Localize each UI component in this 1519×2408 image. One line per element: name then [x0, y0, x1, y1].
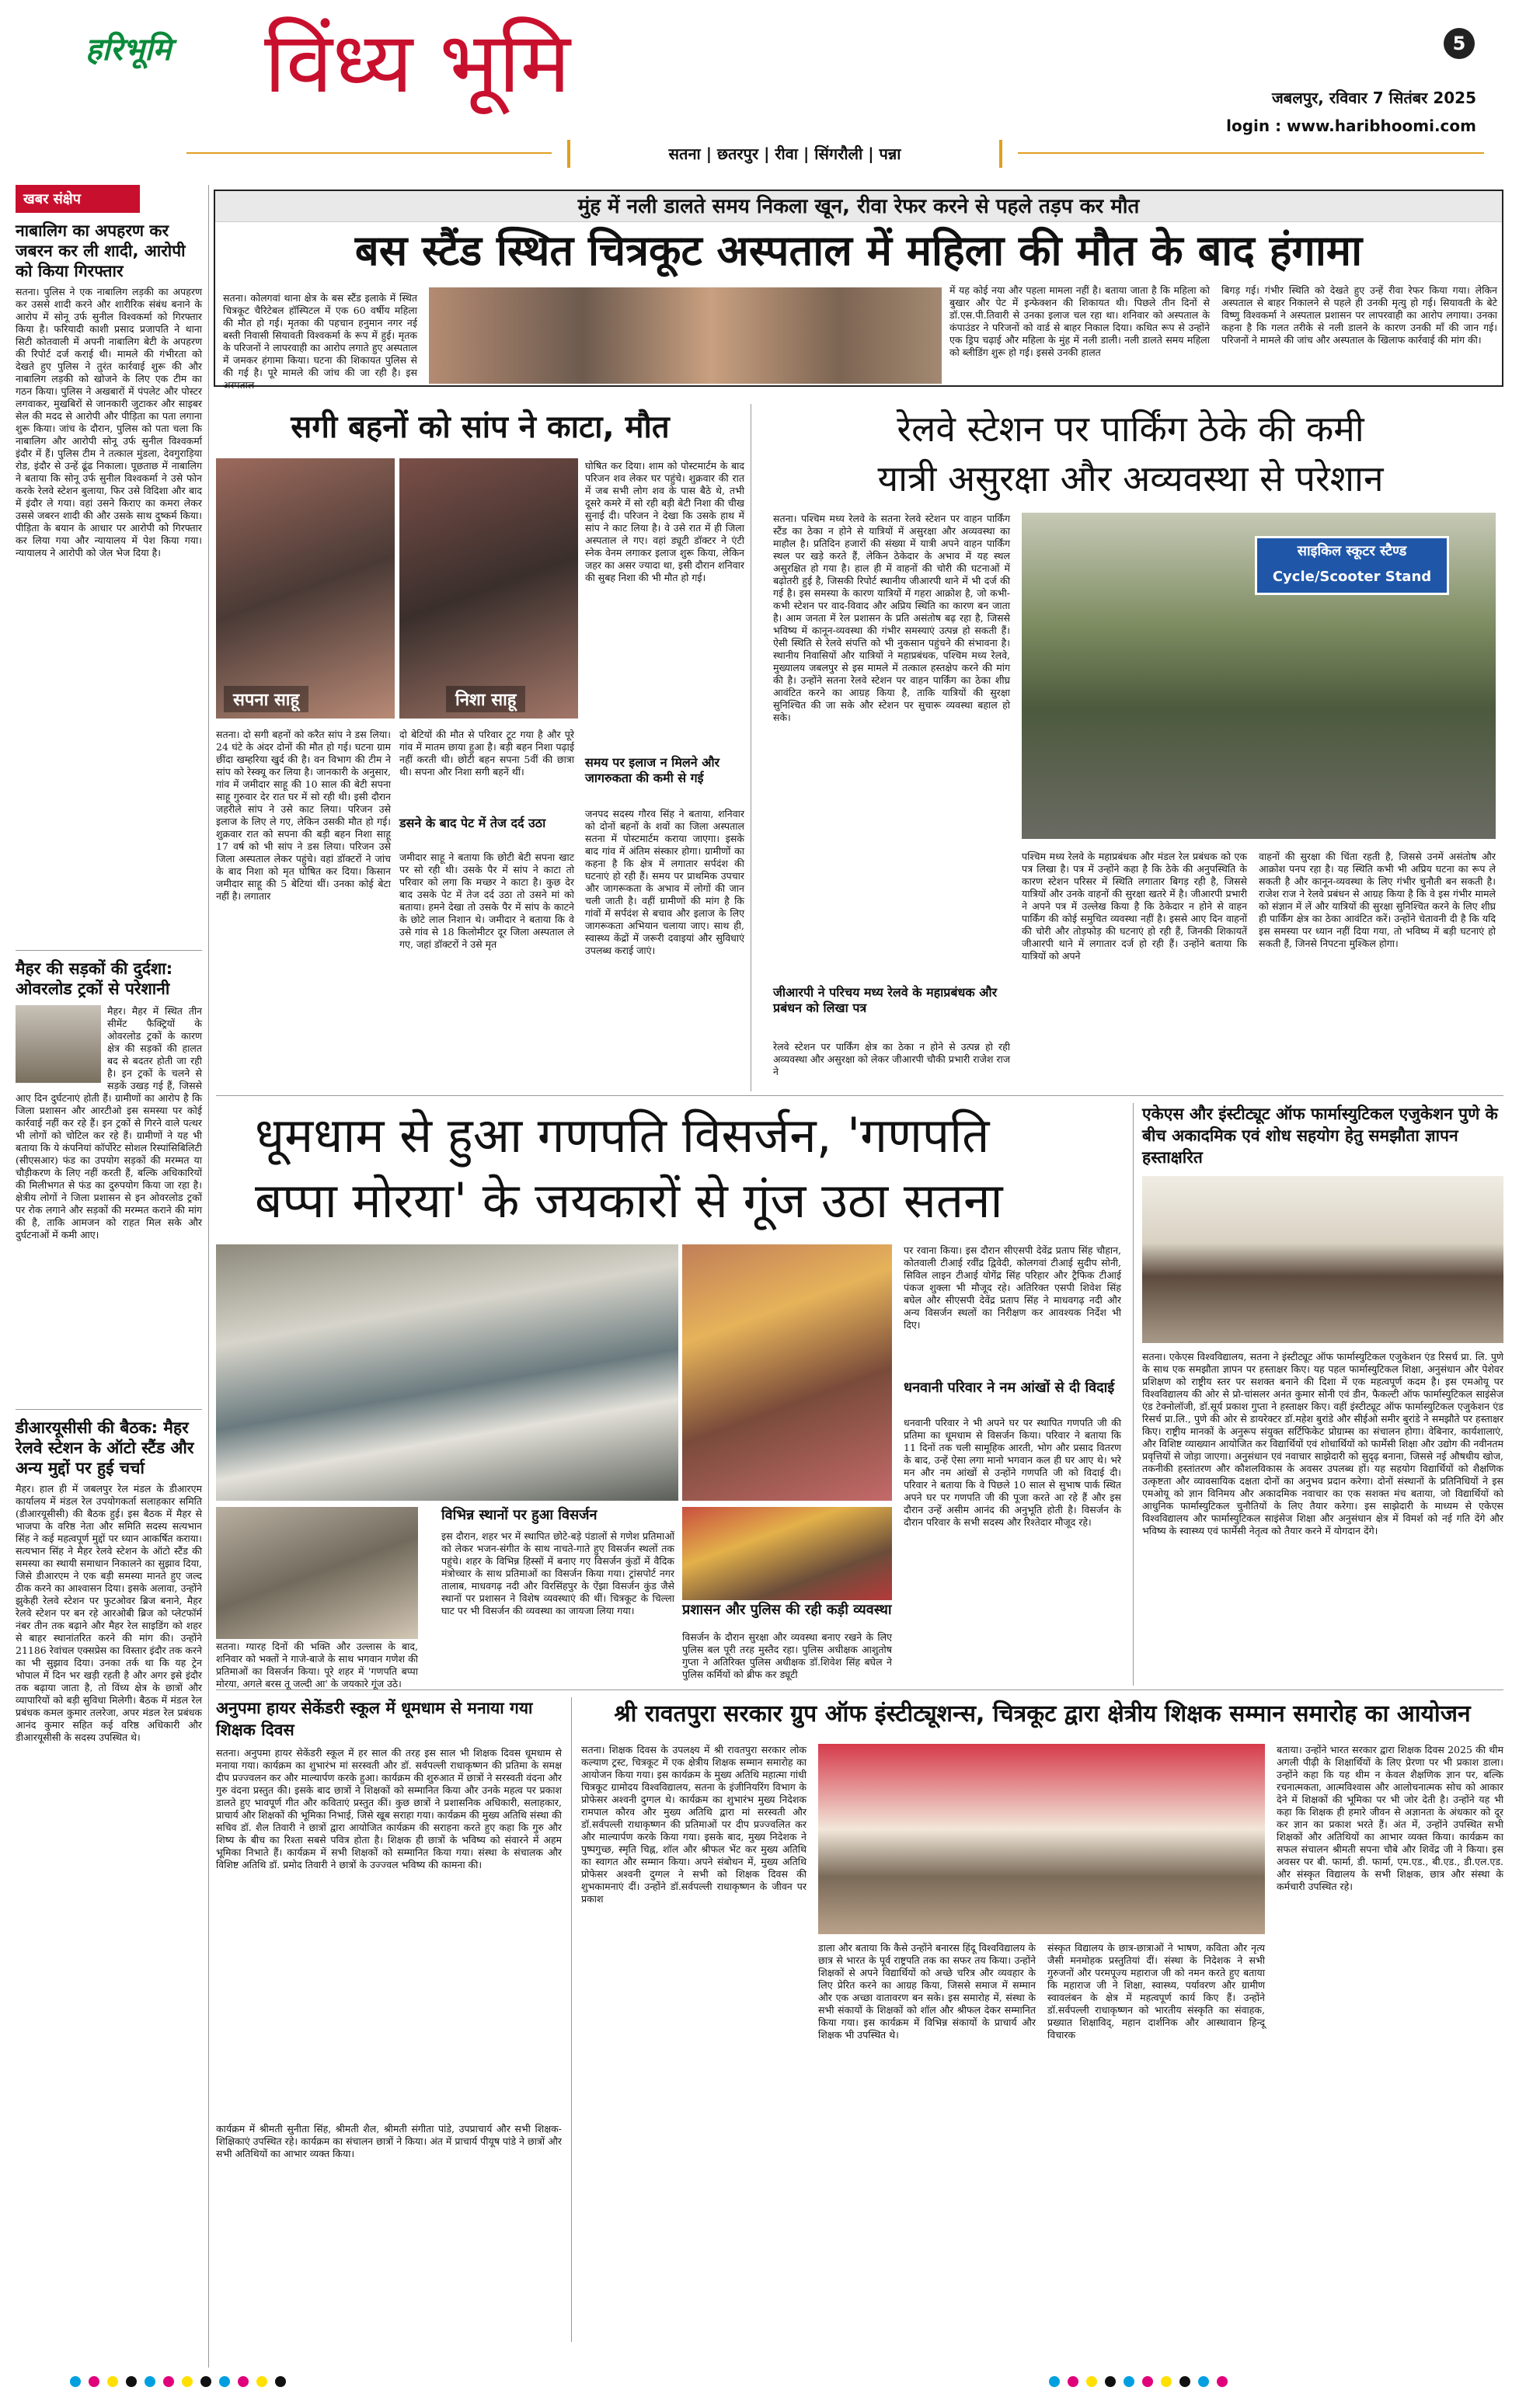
- top-story-col-1: सतना। कोलगवां थाना क्षेत्र के बस स्टैंड इलाके में स्थित चित्रकूट चैरिटेबल हॉस्पिटल में एक 60 वर्षीय महिला की मौत हो गई। मृतका की पहचान हनुमान नगर नई बस्ती निवासी सियावती विश्वकर्मा के रूप में हुई। मृतक के परिजनों ने लापरवाही का आरोप लगाते हुए अस्पताल में जमकर हंगामा किया। घटना की शिकायत पुलिस से की गई है। पूरे मामले की जांच की जा रही है। इस अस्पताल: [223, 292, 417, 391]
- registration-dots-right: [1049, 2375, 1484, 2394]
- dot-yellow: [256, 2376, 267, 2387]
- top-story: [214, 190, 1503, 391]
- sidebar-divider-2: [16, 1409, 202, 1410]
- pharma-story: [1142, 1103, 1503, 1686]
- sidebar-headline-3: डीआरयूसीसी की बैठक: मैहर रेलवे स्टेशन के ऑटो स्टैंड और अन्य मुद्दों पर हुई चर्चा: [16, 1418, 194, 1477]
- ganpati-procession-photo: [216, 1507, 418, 1639]
- railway-headline-1: रेलवे स्टेशन पर पार्किंग ठेके की कमी: [897, 408, 1364, 450]
- dot-yellow: [1086, 2376, 1097, 2387]
- railway-col-1b: रेलवे स्टेशन पर पार्किंग क्षेत्र का ठेका न होने से उत्पन्न हो रही अव्यवस्था और असुरक्षा को लेकर जीआरपी चौकी प्रभारी राजेश राज ने: [773, 1041, 1010, 1077]
- snake-col-3b: जनपद सदस्य गौरव सिंह ने बताया, शनिवार को दोनों बहनों के शवों का जिला अस्पताल सतना में पोस्टमार्टम कराया जाएगा। इसके बाद गांव में अंतिम संस्कार होगा। ग्रामीणों का कहना है कि क्षेत्र में लगातार सर्पदंश की घटनाएं हो रही हैं। समय पर प्राथमिक उपचार और जागरूकता के अभाव में लोगों की जान चली जाती है। वहीं ग्रामीणों की मांग है कि गांवों में सर्पदंश से बचाव और इलाज के लिए जागरूकता अभियान चलाया जाए। साथ ही, स्वास्थ्य केंद्रों में जरूरी दवाइयां और सुविधाएं उपलब्ध कराई जाएं।: [585, 808, 744, 956]
- dot-magenta: [238, 2376, 249, 2387]
- snake-col-3: घोषित कर दिया। शाम को पोस्टमार्टम के बाद परिजन शव लेकर घर पहुंचे। शुक्रवार की रात में जब सभी लोग शव के पास बैठे थे, तभी दूसरे कमरे में सो रही बड़ी बेटी निशा की चीख सुनाई दी। परिजन ने देखा कि उसके हाथ में सांप ने काट लिया है। वे उसे रात में ही जिला अस्पताल ले गए। वहां ड्यूटी डॉक्टर ने एंटी स्नेक वेनम लगाकर इलाज शुरू किया, लेकिन जहर का असर ज्यादा था, इसी दौरान शनिवार की सुबह निशा की भी मौत हो गई।: [585, 460, 744, 583]
- ganpati-right-col-2: धनवानी परिवार ने भी अपने घर पर स्थापित गणपति जी की प्रतिमा का धूमधाम से विसर्जन किया। परिवार ने बताया कि 11 दिनों तक चली सामूहिक आरती, भोग और प्रसाद वितरण के बाद, उन्हें ऐसा लगा मानो भगवान कल ही घर आए थे। भरे मन और नम आंखों से उन्होंने गणपति जी को विदाई दी। परिवार ने बताया कि वे पिछले 10 साल से सुभाष पार्क स्थित अपने घर पर गणपति जी की पूजा करते आ रहे हैं और इस दौरान उन्हें असीम आनंद की अनुभूति होती है। विसर्जन के दौरान परिवार के सभी सदस्य और रिश्तेदार मौजूद रहे।: [904, 1417, 1121, 1528]
- sidebar-headline-1: नाबालिग का अपहरण कर जबरन कर ली शादी, आरोपी को किया गिरफ्तार: [16, 221, 186, 280]
- dot-black: [1105, 2376, 1116, 2387]
- snake-photo-caption-1: सपना साहू: [224, 686, 308, 712]
- anupama-body-2: कार्यक्रम में श्रीमती सुनीता सिंह, श्रीमती शैल, श्रीमती संगीता पांडे, उपप्राचार्य और सभी शिक्षक-शिक्षिकाएं उपस्थित रहे। कार्यक्रम का संचालन छात्रों ने किया। अंत में प्राचार्य पीयूष पांडे ने छात्रों और सभी अतिथियों का आभार व्यक्त किया।: [216, 2123, 562, 2159]
- anupama-headline: अनुपमा हायर सेकेंडरी स्कूल में धूमधाम से मनाया गया शिक्षक दिवस: [216, 1699, 533, 1739]
- ganpati-headline-2: बप्पा मोरया' के जयकारों से गूंज उठा सतना: [255, 1172, 1003, 1229]
- anupama-teacher-divider: [571, 1697, 572, 2342]
- dot-cyan: [1198, 2376, 1209, 2387]
- top-story-headline: बस स्टैंड स्थित चित्रकूट अस्पताल में महिला की मौत के बाद हंगामा: [354, 226, 1363, 275]
- dot-black: [200, 2376, 211, 2387]
- masthead-rule-right: [1018, 152, 1484, 154]
- pharma-headline: एकेएस और इंस्टीट्यूट ऑफ फार्मास्युटिकल एजुकेशन पुणे के बीच अकादमिक एवं शोध सहयोग हेतु समझौता ज्ञापन हस्ताक्षरित: [1142, 1105, 1498, 1167]
- snake-photo-caption-2: निशा साहू: [446, 686, 525, 712]
- ganpati-right-col: पर रवाना किया। इस दौरान सीएसपी देवेंद्र प्रताप सिंह चौहान, कोतवाली टीआई रवींद्र द्विवेदी, कोलगवां टीआई सुदीप सोनी, सिविल लाइन टीआई योगेंद्र सिंह परिहार और ट्रैफिक टीआई पंकज शुक्ला भी मौजूद रहे। अतिरिक्त एसपी शिवेश सिंह बघेल और सीएसपी देवेंद्र प्रताप सिंह ने माधवगढ़ नदी और अन्य विसर्जन स्थलों का निरीक्षण कर आवश्यक निर्देश भी दिए।: [904, 1244, 1121, 1331]
- dot-magenta: [1217, 2376, 1228, 2387]
- teacher-col-1: सतना। शिक्षक दिवस के उपलक्ष्य में श्री रावतपुरा सरकार लोक कल्याण ट्रस्ट, चित्रकूट में एक क्षेत्रीय शिक्षक सम्मान समारोह का आयोजन किया गया। इस कार्यक्रम के मुख्य अतिथि महात्मा गांधी चित्रकूट ग्रामोदय विश्वविद्यालय, सतना के इंजीनियरिंग विभाग के प्रोफेसर अश्वनी दुग्गल थे। कार्यक्रम का शुभारंभ मुख्य निदेशक रामपाल कौरव और मुख्य अतिथि द्वारा मां सरस्वती और डॉ.सर्वपल्ली राधाकृष्णन की प्रतिमाओं पर दीप प्रज्ज्वलित कर और माल्यार्पण करके किया गया। इसके बाद, मुख्य निदेशक ने पुष्पगुच्छ, स्मृति चिह्न, शॉल और श्रीफल भेंट कर मुख्य अतिथि का स्वागत और सम्मान किया। अपने संबोधन में, मुख्य अतिथि प्रोफेसर अश्वनी दुग्गल ने सभी को शिक्षक दिवस की शुभकामनाएं दीं। उन्होंने डॉ.सर्वपल्ली राधाकृष्णन के जीवन पर प्रकाश: [581, 1744, 807, 1905]
- dot-magenta: [163, 2376, 174, 2387]
- teacher-headline: श्री रावतपुरा सरकार ग्रुप ऑफ इंस्टीट्यूशन्स, चित्रकूट द्वारा क्षेत्रीय शिक्षक सम्मान समारोह का आयोजन: [614, 1700, 1471, 1728]
- dot-black: [126, 2376, 137, 2387]
- sidebar-truck-photo: [16, 1005, 101, 1083]
- railway-col-1: सतना। पश्चिम मध्य रेलवे के सतना रेलवे स्टेशन पर वाहन पार्किंग स्टैंड का ठेका न होने से यात्रियों में असुरक्षा और अव्यवस्था का माहौल है। प्रतिदिन हजारों की संख्या में यात्री अपने वाहन पार्किंग स्थल पर खड़े करते हैं, लेकिन ठेकेदार के अभाव में यह स्थल असुरक्षित हो गया है। हाल ही में वाहनों की चोरी की घटनाओं में बढ़ोतरी हुई है, जिसकी रिपोर्ट स्थानीय जीआरपी थाने में भी दर्ज की गई है। इस समस्या के कारण यात्रियों में गहरा आक्रोश है, जो कभी-कभी स्टेशन पर वाद-विवाद और अप्रिय स्थिति का कारण बन जाता है। आम जनता में रेल प्रशासन के प्रति असंतोष बढ़ रहा है, जिससे भविष्य में कानून-व्यवस्था की गंभीर समस्याएं उत्पन्न हो सकती हैं। ऐसी स्थिति से रेलवे संपत्ति को भी नुकसान पहुंचने की संभावना है। स्थानीय निवासियों और यात्रियों ने महाप्रबंधक, पश्चिम मध्य रेलवे, मुख्यालय जबलपुर से इस मामले में तत्काल हस्तक्षेप करने की मांग की है। उन्होंने सतना रेलवे स्टेशन पर वाहन पार्किंग का ठेका शीघ्र आवंटित करने का आग्रह किया है, ताकि यात्रियों की सुरक्षा सुनिश्चित की जा सके और स्टेशन पर सुचारू व्यवस्था बहाल हो सके।: [773, 513, 1010, 723]
- ganpati-col-c: विसर्जन के दौरान सुरक्षा और व्यवस्था बनाए रखने के लिए पुलिस बल पूरी तरह मुस्तैद रहा। पुलिस अधीक्षक आशुतोष गुप्ता ने अतिरिक्त पुलिस अधीक्षक डॉ.शिवेश सिंह बघेल ने पुलिस कर्मियों को ब्रीफ कर ड्यूटी: [682, 1631, 892, 1680]
- dot-cyan: [1049, 2376, 1060, 2387]
- sidebar-headline-2: मैहर की सड़कों की दुर्दशा: ओवरलोड ट्रकों से परेशानी: [16, 959, 173, 998]
- dot-yellow: [107, 2376, 118, 2387]
- ganpati-subhead-1: धनवानी परिवार ने नम आंखों से दी विदाई: [904, 1380, 1115, 1396]
- ganpati-crowd-photo: [682, 1244, 892, 1501]
- teacher-col-4: बताया। उन्होंने भारत सरकार द्वारा शिक्षक दिवस 2025 की थीम अगली पीढ़ी के शिक्षार्थियों के लिए प्रेरणा पर भी प्रकाश डाला। उन्होंने कहा कि यह थीम न केवल शैक्षणिक ज्ञान पर, बल्कि रचनात्मकता, आत्मविश्वास और आलोचनात्मक सोच को आकार देने में शिक्षकों की भूमिका पर भी जोर देती है। उन्होंने यह भी कहा कि शिक्षक ही हमारे जीवन से अज्ञानता के अंधकार को दूर कर ज्ञान का प्रकाश भरते हैं। अंत में, उन्होंने उपस्थित सभी शिक्षकों और अतिथियों का आभार व्यक्त किया। कार्यक्रम का सफल संचालन श्रीमती सपना चौबे और शिवेंद्र जी ने किया। इस अवसर पर बी. फार्मा, डी. फार्मा, एम.एड., बी.एड., डी.एल.एड. और संस्कृत विद्यालय के सभी शिक्षक, छात्र और संस्था के कर्मचारी उपस्थित रहे।: [1277, 1744, 1503, 1892]
- teacher-col-2: डाला और बताया कि कैसे उन्होंने बनारस हिंदू विश्वविद्यालय के छात्र से भारत के पूर्व राष्ट्रपति तक का सफर तय किया। उन्होंने शिक्षकों से अपने विद्यार्थियों को अच्छे चरित्र और व्यवहार के लिए प्रेरित करने का आग्रह किया, जिससे समाज में सम्मान और एक अच्छा वातावरण बन सके। इस समारोह में, संस्था के सभी संकायों के शिक्षकों को शॉल और श्रीफल देकर सम्मानित किया गया। इस कार्यक्रम में विभिन्न संकायों के प्राचार्य और शिक्षक भी उपस्थित थे।: [818, 1942, 1036, 2041]
- anupama-body: सतना। अनुपमा हायर सेकेंडरी स्कूल में हर साल की तरह इस साल भी शिक्षक दिवस धूमधाम से मनाया गया। कार्यक्रम का शुभारंभ मां सरस्वती और डॉ. सर्वपल्ली राधाकृष्णन की प्रतिमा के समक्ष दीप प्रज्ज्वलन कर और माल्यार्पण करके हुआ। कार्यक्रम की शुरुआत में छात्रों ने सरस्वती वंदना और गुरु वंदना प्रस्तुत की। इसके बाद छात्रों ने शिक्षकों को सम्मानित किया और उनके महत्व पर प्रकाश डालते हुए भावपूर्ण गीत और कविताएं प्रस्तुत कीं। कुछ छात्रों ने प्रशासनिक अधिकारी, सलाहकार, प्राचार्य और शिक्षकों की भूमिका निभाई, जिसे खूब सराहा गया। कार्यक्रम की मुख्य अतिथि संस्था की सचिव डॉ. शैल तिवारी ने छात्रों द्वारा आयोजित कार्यक्रम की सराहना करते हुए कहा कि गुरु और शिष्य के बीच का रिश्ता सबसे पवित्र होता है। शिक्षक ही छात्रों के भविष्य को संवारने में अहम भूमिका निभाते हैं। कार्यक्रम में सभी शिक्षकों को सम्मानित किया गया। संस्था के संचालक और विशिष्ट अतिथि डॉ. प्रमोद तिवारी ने छात्रों के उज्ज्वल भविष्य की कामना की।: [216, 1747, 562, 1870]
- masthead-rule: [186, 152, 552, 154]
- sidebar: [16, 185, 202, 2360]
- sidebar-label-text: खबर संक्षेप: [23, 191, 81, 207]
- masthead: [0, 0, 1519, 163]
- ganpati-story: [216, 1103, 1121, 1689]
- dot-cyan: [70, 2376, 81, 2387]
- top-story-kicker: [215, 191, 1502, 222]
- sign-hindi-text: साइकिल स्कूटर स्टैण्ड: [1297, 543, 1407, 559]
- sidebar-label: [16, 185, 140, 213]
- top-story-col-3: बिगड़ गई। गंभीर स्थिति को देखते हुए उन्हें रीवा रेफर किया गया। लेकिन अस्पताल से बाहर निकालने से पहले ही उनकी मृत्यु हो गई। सियावती के बेटे विष्णु विश्वकर्मा ने अस्पताल प्रशासन पर लापरवाही का आरोप लगाया। उनका कहना है कि गलत तरीके से नली डालने के कारण उनकी माँ की जान गई। परिजनों ने मामले की जांच और अस्पताल के खिलाफ कार्रवाई की मांग की।: [1221, 284, 1497, 346]
- login-link[interactable]: login : www.haribhoomi.com: [1226, 117, 1476, 135]
- teacher-story: [581, 1697, 1503, 2354]
- ganpati-subhead-2: विभिन्न स्थानों पर हुआ विसर्जन: [441, 1507, 597, 1523]
- snake-story: [216, 404, 744, 1157]
- snake-col-2: दो बेटियों की मौत से परिवार टूट गया है और पूरे गांव में मातम छाया हुआ है। बड़ी बहन निशा पढ़ाई नहीं करती थी। छोटी बहन सपना 5वीं की छात्रा थी। सपना और निशा सगी बहनें थीं।: [399, 729, 574, 778]
- pharma-body: सतना। एकेएस विश्वविद्यालय, सतना ने इंस्टीट्यूट ऑफ फार्मास्युटिकल एजुकेशन एंड रिसर्च प्रा. लि. पुणे के साथ एक समझौता ज्ञापन पर हस्ताक्षर किए। यह पहल फार्मास्युटिकल शिक्षा, अनुसंधान और पेशेवर प्रशिक्षण को राष्ट्रीय स्तर पर सशक्त बनाने की दिशा में एक महत्वपूर्ण कदम है। इस एमओयू पर विश्वविद्यालय की ओर से प्रो-चांसलर अनंत कुमार सोनी एवं डीन, फैकल्टी ऑफ फार्मास्युटिकल साइंसेज एंड टेक्नोलॉजी, डॉ.सूर्य प्रकाश गुप्ता ने हस्ताक्षर किए। वहीं इंस्टीट्यूट ऑफ फार्मास्युटिकल एजुकेशन एंड रिसर्च प्रा.लि., पुणे की ओर से डायरेक्टर डॉ.महेश बुरांडे और सीईओ समीर बुरांडे ने समझौते पर हस्ताक्षर किए। राष्ट्रीय मानकों के अनुरूप संयुक्त सर्टिफिकेट प्रोग्राम्स का संचालन होगा। वेबिनार, कार्यशालाएं, और विशिष्ट व्याख्यान आयोजित कर विद्यार्थियों एवं शोधार्थियों को फार्मेसी शिक्षा और उद्योग की नवीनतम प्रवृत्तियों से जोड़ा जाएगा। अनुसंधान एवं नवाचार साझेदारी को सुदृढ़ बनाना, जिससे नई औषधीय खोज, तकनीकी हस्तांतरण और कौशलविकास के अवसर उपलब्ध हों। यह सहयोग विद्यार्थियों को शैक्षणिक उत्कृष्टता और व्यावसायिक दक्षता दोनों का अनुभव प्रदान करेगा। दोनों संस्थानों के प्रतिनिधियों ने इस एमओयू को ज्ञान विनिमय और अकादमिक नवाचार का एक सशक्त मंच बताया, जो विद्यार्थियों को आधुनिक फार्मास्युटिकल चुनौतियों के लिए तैयार करेगा। इस साझेदारी के माध्यम से एकेएस विश्वविद्यालय और फार्मास्युटिकल साइंसेज शिक्षा और अनुसंधान क्षेत्र में विमर्श को नई गति देंगे और भविष्य के स्वास्थ्य एवं फार्मेसी नेतृत्व को तैयार करने में योगदान देंगे।: [1142, 1351, 1503, 1536]
- top-story-kicker-text: मुंह में नली डालते समय निकला खून, रीवा रेफर करने से पहले तड़प कर मौत: [577, 195, 1140, 218]
- dot-yellow: [182, 2376, 193, 2387]
- ganpati-subhead-3: प्रशासन और पुलिस की रही कड़ी व्यवस्था: [682, 1602, 892, 1618]
- dot-black: [275, 2376, 286, 2387]
- snake-subhead-2: समय पर इलाज न मिलने और जागरुकता की कमी से गई: [585, 755, 720, 785]
- railway-col-3: वाहनों की सुरक्षा की चिंता रहती है, जिससे उनमें असंतोष और आक्रोश पनप रहा है। यह स्थिति कभी भी अप्रिय घटना का रूप ले सकती है और कानून-व्यवस्था के लिए गंभीर चुनौती बन सकती है। राजेश राज ने रेलवे प्रबंधन से आग्रह किया है कि वे इस गंभीर मामले को संज्ञान में लें और यात्रियों की सुरक्षा सुनिश्चित करने के लिए शीघ्र ही पार्किंग क्षेत्र का ठेका आवंटित करें। उन्होंने चेतावनी दी है कि यदि इस समस्या पर ध्यान नहीं दिया गया, तो भविष्य में बड़ी घटनाएं हो सकती हैं, जिनसे निपटना मुश्किल होगा।: [1259, 851, 1496, 949]
- page-number: 5: [1452, 33, 1466, 54]
- regions-text: सतना | छतरपुर | रीवा | सिंगरौली | पन्ना: [668, 144, 901, 163]
- dateline: जबलपुर, रविवार 7 सितंबर 2025: [1271, 89, 1476, 107]
- dot-magenta: [89, 2376, 99, 2387]
- dot-cyan: [1124, 2376, 1134, 2387]
- ganpati-headline-1: धूमधाम से हुआ गणपति विसर्जन, 'गणपति: [255, 1107, 990, 1164]
- snake-subhead-1: डसने के बाद पेट में तेज दर्द उठा: [399, 816, 546, 830]
- ganpati-pharma-divider: [1133, 1103, 1134, 1686]
- ganpati-police-photo: [682, 1507, 892, 1600]
- sidebar-body-2: मैहर। मैहर में स्थित तीन सीमेंट फैक्ट्रियों के ओवरलोड ट्रकों के कारण क्षेत्र की सड़कों की हालत बद से बदतर होती जा रही है। इन ट्रकों के चलने से सड़कें उखड़ गई हैं, जिससे आए दिन दुर्घटनाएं होती हैं। ग्रामीणों का आरोप है कि जिला प्रशासन और आरटीओ इस समस्या पर कोई कार्रवाई नहीं कर रहे हैं। इन ट्रकों से गिरने वाले पत्थर भी लोगों को चोटिल कर रहे हैं। ग्रामीणों ने यह भी बताया कि ये कंपनियां कॉर्पोरेट सोशल रिस्पांसिबिलिटी (सीएसआर) फंड का उपयोग सड़कों की मरम्मत या चौड़ीकरण के लिए नहीं करती हैं, बल्कि अधिकारियों की मिलीभगत से फंड का दुरुपयोग किया जा रहा है। क्षेत्रीय लोगों ने जिला प्रशासन से इन ओवरलोड ट्रकों पर रोक लगाने और सड़कों की मरम्मत कराने की मांग की है, ताकि आमजन को राहत मिल सके और दुर्घटनाओं में कमी आए।: [16, 1005, 202, 1241]
- page-title: विंध्य भूमि: [264, 15, 571, 112]
- ganpati-col-a-full: [216, 1623, 418, 1689]
- mid-divider: [216, 1095, 1503, 1096]
- dot-yellow: [1161, 2376, 1172, 2387]
- anupama-story: [216, 1697, 562, 2354]
- railway-headline-2: यात्री असुरक्षा और अव्यवस्था से परेशान: [877, 458, 1384, 499]
- dot-cyan: [145, 2376, 155, 2387]
- railway-parking-photo: [1022, 513, 1496, 839]
- snake-photo-sapna: [216, 458, 395, 719]
- dot-cyan: [219, 2376, 230, 2387]
- brand-logo: हरिभूमि: [85, 32, 172, 68]
- sidebar-body-1: सतना। पुलिस ने एक नाबालिग लड़की का अपहरण कर उससे शादी करने और शारीरिक संबंध बनाने के आरोप में सोनू उर्फ सुनील विश्वकर्मा को गिरफ्तार किया है। फरियादी काशी प्रसाद प्रजापति ने थाना सिटी कोतवाली में अपनी नाबालिग बेटी के अपहरण की रिपोर्ट दर्ज कराई थी। मामले की गंभीरता को देखते हुए पुलिस ने तुरंत कार्रवाई शुरू की और नाबालिग लड़की को खोजने के लिए एक टीम का गठन किया। पुलिस ने अखबारों में पंपलेट और पोस्टर लगवाकर, मुखबिरों से जानकारी जुटाकर और साइबर सेल की मदद से आरोपी और पीड़िता का पता लगाना शुरू किया। जांच के दौरान, पुलिस को पता चला कि नाबालिग और आरोपी सोनू उर्फ सुनील विश्वकर्मा इंदौर में हैं। पुलिस टीम ने तत्काल मुंडला, देवगुराड़िया रोड, इंदौर से उन्हें ढूंढ निकाला। पूछताछ में नाबालिग ने बताया कि सोनू उर्फ सुनील विश्वकर्मा ने उसे फोन करके रेलवे स्टेशन बुलाया, फिर उसे विदिशा और बाद में इंदौर ले गया। वहां उसने किराए का कमरा लेकर उससे जबरन शादी की और उसके साथ दुष्कर्म किया। पीड़िता के बयान के आधार पर आरोपी को गिरफ्तार कर लिया गया और न्यायालय में पेश किया गया। न्यायालय ने आरोपी को जेल भेज दिया है।: [16, 286, 202, 559]
- lower-divider: [216, 1689, 1503, 1690]
- dot-magenta: [1068, 2376, 1078, 2387]
- ganpati-col-b: इस दौरान, शहर भर में स्थापित छोटे-बड़े पंडालों से गणेश प्रतिमाओं को लेकर भजन-संगीत के साथ नाचते-गाते हुए विसर्जन स्थलों तक पहुंचे। शहर के विभिन्न हिस्सों में बनाए गए विसर्जन कुंडों में वैदिक मंत्रोच्चार के साथ प्रतिमाओं का विसर्जन किया गया। ट्रांसपोर्ट नगर तालाब, माधवगढ़ नदी और विरसिंहपुर के ऐंझा विसर्जन कुंड जैसे स्थानों पर प्रशासन ने विशेष व्यवस्थाएं की थीं। चित्रकूट के चिल्ला घाट पर भी विसर्जन की व्यवस्था का जायजा लिया गया।: [441, 1530, 674, 1616]
- dot-black: [1179, 2376, 1190, 2387]
- top-story-col-2: में यह कोई नया और पहला मामला नहीं है। बताया जाता है कि महिला को बुखार और पेट में इन्फेक्शन की शिकायत थी। पिछले तीन दिनों से डॉ.एस.पी.तिवारी से उनका इलाज चल रहा था। शनिवार को अस्पताल के कंपाउंडर ने परिजनों को वार्ड से बाहर निकाल दिया। कथित रूप से उन्होंने एक ड्रिप चढ़ाई और महिला के मुंह में नली डाली। नली डालते समय महिला को ब्लीडिंग शुरू हो गई। इससे उनकी हालत: [949, 284, 1210, 358]
- snake-headline: सगी बहनों को सांप ने काटा, मौत: [291, 409, 670, 445]
- pharma-photo: [1142, 1176, 1503, 1343]
- snake-col-1: सतना। दो सगी बहनों को करैत सांप ने डस लिया। 24 घंटे के अंदर दोनों की मौत हो गई। घटना ग्राम छींदा खम्हरिया खुर्द की है। वन विभाग की टीम ने सांप को रेस्क्यू कर लिया है। जानकारी के अनुसार, गांव में जमीदार साहू की 10 साल की बेटी सपना साहू गुरुवार देर रात घर में सो रही थी। इसी दौरान जहरीले सांप ने उसे काट लिया। परिजन उसे इलाज के लिए ले गए, लेकिन उसकी मौत हो गई। शुक्रवार रात को सपना की बड़ी बहन निशा साहू 17 वर्ष को भी सांप ने डस लिया। परिजन उसे जिला अस्पताल लेकर पहुंचे। वहां डॉक्टरों ने जांच के बाद निशा को मृत घोषित कर दिया। किसान जमीदार साहू की 5 बेटियां थीं। उनका कोई बेटा नहीं है। लगातार: [216, 729, 391, 902]
- cycle-stand-sign: [1255, 536, 1449, 595]
- snake-col-2b: जमीदार साहू ने बताया कि छोटी बेटी सपना खाट पर सो रही थी। उसके पैर में सांप ने काटा तो परिवार को लगा कि मच्छर ने काटा है। कुछ देर बाद उसके पेट में तेज दर्द उठा तो उसने मां को बताया। हमने देखा तो उसके पैर में सांप के काटने के छोटे लाल निशान थे। जमीदार ने बताया कि वे उसे गांव से 18 किलोमीटर दूर जिला अस्पताल ले गए, जहां डॉक्टरों ने उसे मृत: [399, 851, 574, 950]
- ganpati-col-a: सतना। ग्यारह दिनों की भक्ति और उल्लास के बाद, शनिवार को भक्तों ने गाजे-बाजे के साथ भगवान गणेश की प्रतिमाओं का विसर्जन किया। पूरे शहर में 'गणपति बप्पा मोरया, अगले बरस तू जल्दी आ' के जयकारे गूंज उठे।: [216, 1641, 418, 1689]
- railway-subhead: जीआरपी ने परिचय मध्य रेलवे के महाप्रबंधक और प्रबंधन को लिखा पत्र: [773, 985, 998, 1015]
- top-story-photo: [429, 287, 942, 384]
- sidebar-divider-1: [16, 950, 202, 951]
- ganpati-river-photo: [216, 1244, 678, 1501]
- railway-story: [758, 404, 1503, 1157]
- dot-magenta: [1142, 2376, 1153, 2387]
- sidebar-body-3: मैहर। हाल ही में जबलपुर रेल मंडल के डीआरएम कार्यालय में मंडल रेल उपयोगकर्ता सलाहकार समिति (डीआरयूसीसी) की बैठक हुई। इस बैठक में मैहर से भाजपा के वरिष्ठ नेता और समिति सदस्य सत्यभान सिंह ने कई महत्वपूर्ण मुद्दों पर ध्यान आकर्षित कराया। सत्यभान सिंह ने मैहर रेलवे स्टेशन के ऑटो स्टैंड की समस्या का स्थायी समाधान निकालने का सुझाव दिया, जिसे डीआरएम ने एक बड़ी समस्या मानते हुए जल्द ठीक करने का आश्वासन दिया। इसके अलावा, उन्होंने झुकेही रेलवे स्टेशन पर फुटओवर ब्रिज बनाने, मैहर रेलवे स्टेशन पर बन रहे आरओबी ब्रिज को प्लेटफॉर्म नंबर तीन तक बढ़ाने और मैहर रेल साइडिंग को शहर से बाहर स्थानांतरित करने की मांग की। उन्होंने 21186 रेवांचल एक्सप्रेस का विस्तार इंदौर तक करने का भी सुझाव दिया। उनका तर्क था कि यह ट्रेन भोपाल में दिन भर खड़ी रहती है और अगर इसे इंदौर तक बढ़ाया जाता है, तो विंध्य क्षेत्र के छात्रों और व्यापारियों को बड़ी सुविधा मिलेगी। बैठक में मंडल रेल प्रबंधक कमल कुमार तलरेजा, अपर मंडल रेल प्रबंधक आनंद कुमार सहित कई वरिष्ठ अधिकारी और डीआरयूसीसी के सदस्य उपस्थित थे।: [16, 1483, 202, 1743]
- teacher-col-3: संस्कृत विद्यालय के छात्र-छात्राओं ने भाषण, कविता और नृत्य जैसी मनमोहक प्रस्तुतियां दीं। संस्था के निदेशक ने सभी गुरुजनों और परमपूज्य महाराज जी को नमन करते हुए बताया कि महाराज जी ने शिक्षा, स्वास्थ्य, पर्यावरण और ग्रामीण स्वावलंबन के क्षेत्र में महत्वपूर्ण कार्य किए हैं। उन्होंने डॉ.सर्वपल्ली राधाकृष्णन को भारतीय संस्कृति का संवाहक, प्रख्यात शिक्षाविद्, महान दार्शनिक और आस्थावान हिन्दू विचारक: [1047, 1942, 1265, 2041]
- page-number-badge: [1444, 28, 1475, 59]
- teacher-photo: [818, 1744, 1265, 1934]
- railway-col-2: पश्चिम मध्य रेलवे के महाप्रबंधक और मंडल रेल प्रबंधक को एक पत्र लिखा है। पत्र में उन्होंने कहा है कि ठेके की अनुपस्थिति के कारण स्टेशन परिसर में स्थिति लगातार बिगड़ रही है, जिससे यात्रियों और उनके वाहनों की सुरक्षा खतरे में है। जीआरपी प्रभारी ने अपने पत्र में उल्लेख किया है कि ठेकेदार न होने से वाहन पार्किंग की कोई समुचित व्यवस्था नहीं है। इससे आए दिन वाहनों की चोरी और तोड़फोड़ की घटनाएं हो रही हैं, जिनकी शिकायतें जीआरपी थाने में लगातार दर्ज हो रही हैं। उन्होंने बताया कि यात्रियों को अपने: [1022, 851, 1247, 962]
- sign-english-text: Cycle/Scooter Stand: [1272, 569, 1432, 585]
- snake-photo-nisha: [399, 458, 578, 719]
- sidebar-rule: [208, 185, 209, 2368]
- regions-bar: [567, 140, 1002, 168]
